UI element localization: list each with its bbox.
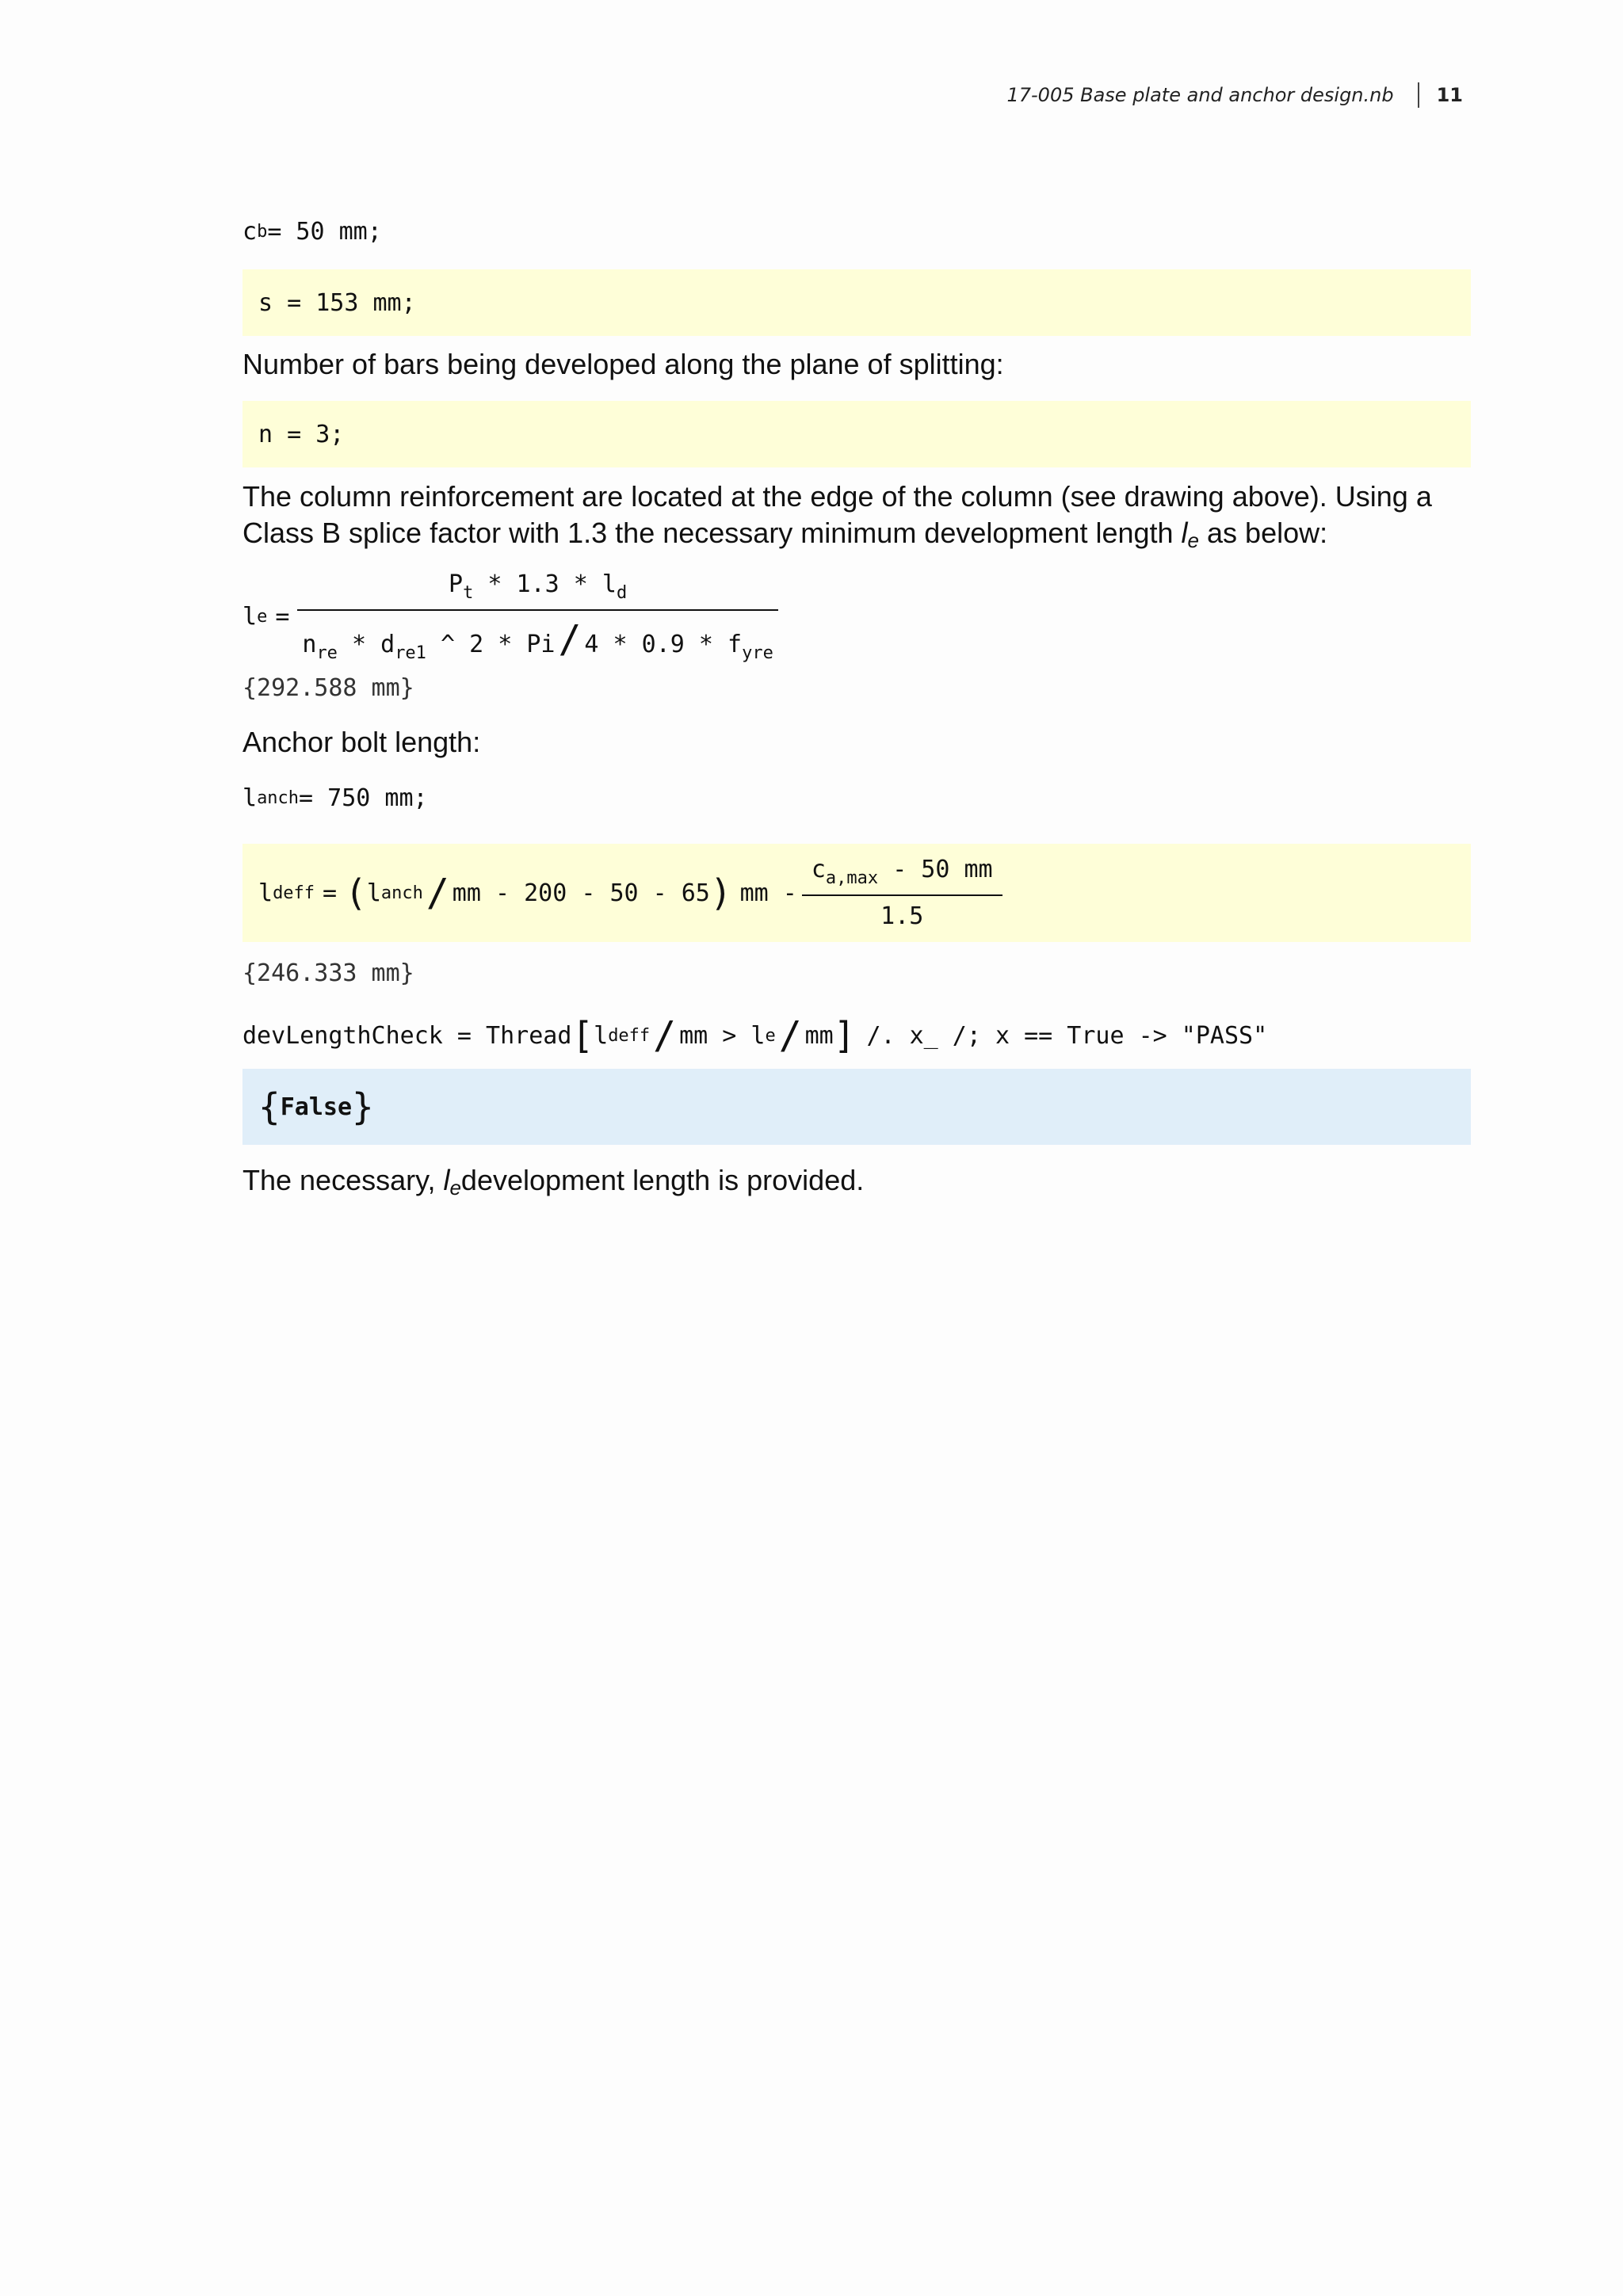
le-num-p: P <box>449 570 464 598</box>
ldeff-after-paren: mm - <box>739 879 797 907</box>
le-output-text: {292.588 mm} <box>242 673 414 702</box>
le-den-d-sub: re1 <box>395 643 426 663</box>
output-cell-ldeff <box>242 953 1471 993</box>
notebook-content <box>242 206 1471 1206</box>
output-cell-check <box>242 1069 1471 1145</box>
le-den-d: * d <box>352 630 395 658</box>
le-den-f: 4 * 0.9 * f <box>584 630 743 658</box>
anchor-description <box>242 720 1471 765</box>
reinforcement-description <box>242 479 1471 559</box>
reinf-line-2 <box>242 515 1471 559</box>
division-slash: / <box>426 871 449 915</box>
check-c: mm > l <box>679 1021 766 1050</box>
lanch-var: l <box>242 784 258 812</box>
document-title: 17-005 Base plate and anchor design.nb <box>1006 84 1394 106</box>
ldeff-fraction <box>807 856 998 930</box>
division-slash: / <box>778 1013 802 1058</box>
cb-sub: b <box>257 221 268 242</box>
final-var: l <box>443 1164 450 1196</box>
ldeff-paren-var: l <box>366 879 381 907</box>
final-sub: e <box>449 1176 461 1199</box>
anchor-text: Anchor bolt length: <box>242 726 481 758</box>
check-func: devLengthCheck = Thread <box>242 1021 572 1050</box>
ldeff-numerator <box>807 856 998 894</box>
check-b-sub: deff <box>608 1025 651 1046</box>
ldeff-lhs: l <box>258 879 273 907</box>
division-slash: / <box>653 1013 677 1058</box>
close-paren: ) <box>709 871 732 914</box>
reinf-var: l <box>1181 517 1188 549</box>
ldeff-paren-sub: anch <box>380 883 423 903</box>
final-text-b: development length is provided. <box>460 1164 865 1196</box>
s-text: s = 153 mm; <box>258 288 416 317</box>
cb-var: c <box>242 217 258 246</box>
open-paren: ( <box>345 871 367 914</box>
check-rule: /. x_ /; x == True -> "PASS" <box>866 1021 1268 1050</box>
input-cell-cb[interactable] <box>242 206 1471 257</box>
final-text-a: The necessary, <box>242 1164 444 1196</box>
lanch-sub: anch <box>257 788 300 808</box>
ldeff-eq: = <box>323 879 338 907</box>
reinf-line-1: The column reinforcement are located at the edge of the column (see drawing above). Using a <box>242 480 1432 513</box>
cb-rest: = 50 mm; <box>267 217 382 246</box>
bars-text: Number of bars being developed along the plane of splitting: <box>242 348 1004 380</box>
input-cell-lanch[interactable] <box>242 772 1471 823</box>
lanch-rest: = 750 mm; <box>299 784 428 812</box>
final-statement <box>242 1162 1471 1206</box>
reinf-line-2b: as below: <box>1199 517 1328 549</box>
output-cell-le <box>242 668 1471 707</box>
reinf-line-2a: Class B splice factor with 1.3 the necessary minimum development length <box>242 517 1182 549</box>
ldeff-num-sub: a,max <box>825 868 879 888</box>
le-fraction <box>297 570 777 663</box>
ldeff-denominator <box>802 894 1002 930</box>
page-number: 11 <box>1436 84 1463 106</box>
le-den-pow: ^ 2 * Pi <box>441 630 556 658</box>
open-bracket: [ <box>571 1014 594 1057</box>
le-num-l-sub: d <box>616 582 628 603</box>
check-output-text: False <box>280 1093 353 1121</box>
check-c-sub: e <box>765 1025 776 1046</box>
le-den-f-sub: yre <box>742 643 773 663</box>
close-bracket: ] <box>833 1014 856 1057</box>
le-lhs: l <box>242 602 258 631</box>
close-brace: } <box>352 1085 374 1128</box>
le-num-p-sub: t <box>463 582 474 603</box>
ldeff-output-text: {246.333 mm} <box>242 959 414 987</box>
le-num-mid: * 1.3 * <box>487 570 588 598</box>
ldeff-num-var: c <box>811 856 826 883</box>
check-d: mm <box>804 1021 834 1050</box>
le-den-n: n <box>302 630 317 658</box>
le-eq: = <box>275 602 290 631</box>
ldeff-paren-rest: mm - 200 - 50 - 65 <box>452 879 710 907</box>
le-denominator <box>297 609 777 663</box>
reinf-sub: e <box>1187 528 1200 552</box>
header-separator <box>1418 82 1419 108</box>
le-lhs-sub: e <box>257 606 268 627</box>
n-text: n = 3; <box>258 420 345 448</box>
page-header <box>1006 82 1463 108</box>
input-cell-ldeff-formula[interactable] <box>242 844 1471 942</box>
input-cell-dev-length-check[interactable] <box>242 1010 1471 1061</box>
input-cell-le-formula[interactable] <box>242 570 1471 663</box>
le-num-l: l <box>601 570 617 598</box>
le-den-n-sub: re <box>316 643 338 663</box>
input-cell-n[interactable] <box>242 401 1471 467</box>
ldeff-lhs-sub: deff <box>273 883 315 903</box>
ldeff-num-rest: - 50 mm <box>892 856 993 883</box>
open-brace: { <box>258 1085 281 1128</box>
division-slash: / <box>558 616 582 662</box>
ldeff-den-text: 1.5 <box>880 902 924 930</box>
bars-description <box>242 342 1471 387</box>
le-numerator <box>444 570 632 609</box>
input-cell-s[interactable] <box>242 269 1471 336</box>
check-b-var: l <box>594 1021 609 1050</box>
